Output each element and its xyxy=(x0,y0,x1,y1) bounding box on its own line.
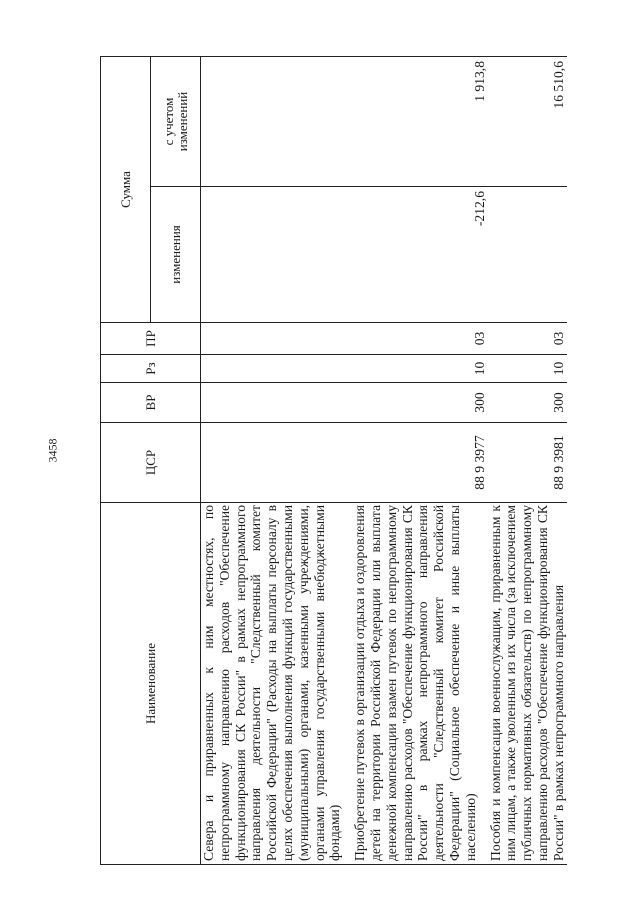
row-2-with-change: 1 913,8 xyxy=(352,57,487,187)
row-2-csr: 88 9 3977 xyxy=(352,423,487,503)
rotated-table-page xyxy=(100,57,640,865)
header-name: Наименование xyxy=(101,503,201,865)
row-2-name: Приобретение путевок в организации отдыха и оздоровления детей на территории Российской Федерации или выплата денежной компенсации взамен путевок по непрограммному направлению расходов "Обеспечение функционирования СК России" в рамках непрограммного направления деятельности "Следственный комитет Российской Федерации" (Социальное обеспечение и иные выплаты населению) xyxy=(352,503,487,865)
row-3-with-change: 16 510,6 xyxy=(488,57,567,187)
header-rz: Рз xyxy=(101,355,201,383)
row-3-change xyxy=(488,187,567,323)
row-1-rz xyxy=(201,355,353,383)
row-1-with-change xyxy=(201,57,353,187)
row-1-vr xyxy=(201,383,353,423)
row-2-pr: 03 xyxy=(352,323,487,355)
header-csr: ЦСР xyxy=(101,423,201,503)
row-2-change: -212,6 xyxy=(352,187,487,323)
header-change: изменения xyxy=(151,187,201,323)
row-3-pr: 03 xyxy=(488,323,567,355)
page-number: 3458 xyxy=(45,438,60,463)
header-pr: ПР xyxy=(101,323,201,355)
row-1-csr xyxy=(201,423,353,503)
row-1-change xyxy=(201,187,353,323)
row-3-vr: 300 xyxy=(488,383,567,423)
header-sum: Сумма xyxy=(101,57,151,323)
header-with-change: с учетом изменений xyxy=(151,57,201,187)
row-2-rz: 10 xyxy=(352,355,487,383)
row-3-rz: 10 xyxy=(488,355,567,383)
row-1-name: Севера и приравненных к ним местностях, по непрограммному направлению расходов "Обеспечение функционирования СК России" в рамках непрограммного направления деятельности "Следственный комитет Российской Федерации" (Расходы на выплаты персоналу в целях обеспечения выполнения функций государственными (муниципальными) органами, казенными учреждениями, органами управления государственными внебюджетными фондами) xyxy=(201,503,353,865)
header-vr: ВР xyxy=(101,383,201,423)
row-3-name: Пособия и компенсации военнослужащим, приравненным к ним лицам, а также уволенным из их числа (за исключением публичных нормативных обязательств) по непрограммному направлению расходов "Обеспечение функционирования СК России" в рамках непрограммного направления xyxy=(488,503,567,865)
budget-table xyxy=(100,56,567,865)
row-3-csr: 88 9 3981 xyxy=(488,423,567,503)
row-1-pr xyxy=(201,323,353,355)
row-2-vr: 300 xyxy=(352,383,487,423)
